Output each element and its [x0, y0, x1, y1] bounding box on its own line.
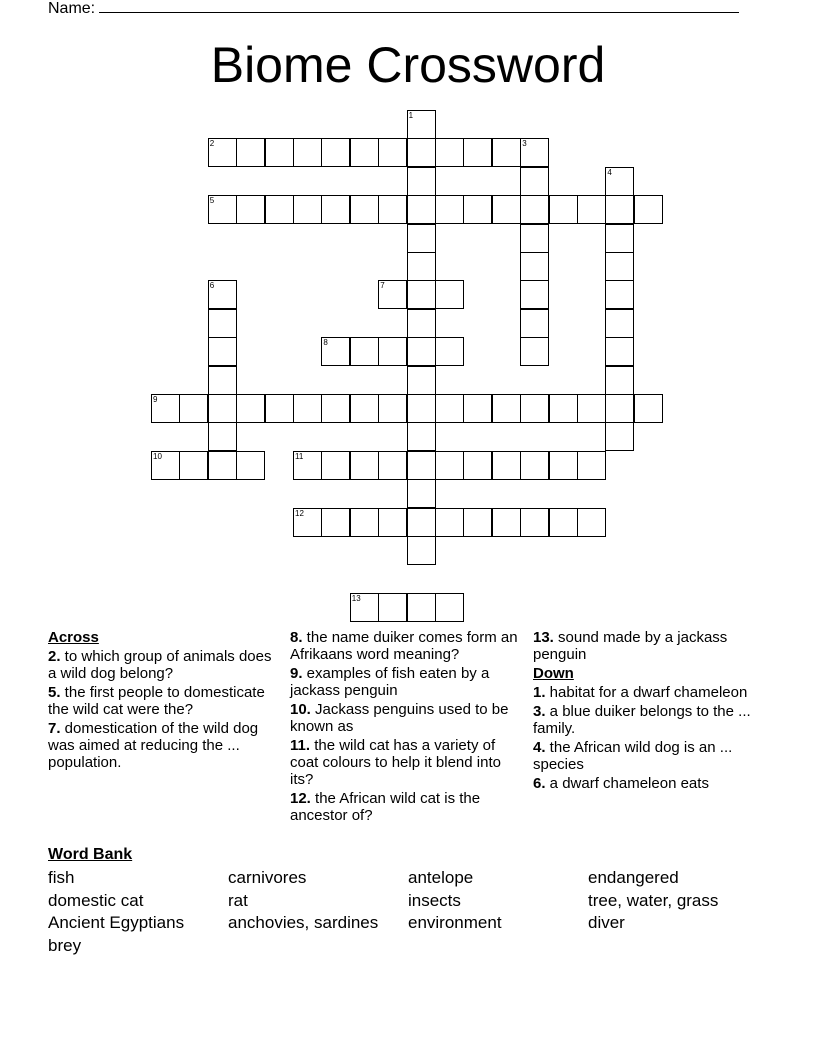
- grid-cell[interactable]: [407, 280, 436, 309]
- grid-cell[interactable]: [407, 138, 436, 167]
- grid-cell[interactable]: [520, 252, 549, 281]
- grid-cell[interactable]: [236, 138, 265, 167]
- grid-cell[interactable]: [378, 337, 407, 366]
- grid-cell[interactable]: [520, 195, 549, 224]
- grid-cell[interactable]: [208, 337, 237, 366]
- grid-cell[interactable]: [435, 195, 464, 224]
- grid-cell[interactable]: [321, 394, 350, 423]
- grid-cell[interactable]: [208, 422, 237, 451]
- clue-text: habitat for a dwarf chameleon: [545, 684, 748, 701]
- grid-cell[interactable]: [179, 451, 208, 480]
- grid-cell[interactable]: [435, 593, 464, 622]
- grid-cell[interactable]: [293, 451, 322, 480]
- grid-cell[interactable]: [520, 451, 549, 480]
- clue-text: the African wild cat is the ancestor of?: [290, 790, 481, 824]
- grid-cell[interactable]: [520, 508, 549, 537]
- grid-cell[interactable]: [492, 508, 521, 537]
- grid-cell[interactable]: [407, 479, 436, 508]
- clue-down-3: [533, 703, 768, 737]
- word-bank-item: rat: [228, 890, 248, 910]
- grid-cell[interactable]: [407, 224, 436, 253]
- clue-across-9: [290, 665, 525, 699]
- grid-cell[interactable]: [435, 394, 464, 423]
- clue-down-6: [533, 775, 768, 792]
- grid-cell[interactable]: [378, 195, 407, 224]
- grid-cell[interactable]: [605, 224, 634, 253]
- word-bank-heading: Word Bank: [48, 846, 133, 863]
- word-bank-item: brey: [48, 935, 82, 955]
- grid-cell[interactable]: [407, 110, 436, 139]
- grid-cell[interactable]: [463, 138, 492, 167]
- grid-cell[interactable]: [407, 167, 436, 196]
- word-bank-item: endangered: [588, 868, 679, 887]
- grid-cell[interactable]: [350, 337, 379, 366]
- down-heading: Down: [533, 665, 574, 682]
- grid-cell[interactable]: [605, 309, 634, 338]
- grid-cell[interactable]: [605, 337, 634, 366]
- across-heading: Across: [48, 629, 99, 646]
- clue-number: 8.: [290, 629, 303, 646]
- grid-cell[interactable]: [321, 195, 350, 224]
- clue-number: 10.: [290, 701, 311, 718]
- grid-cell[interactable]: [492, 138, 521, 167]
- page-title: Biome Crossword: [210, 37, 606, 93]
- grid-cell[interactable]: [577, 451, 606, 480]
- grid-cell[interactable]: [236, 451, 265, 480]
- grid-cell[interactable]: [208, 138, 237, 167]
- grid-cell[interactable]: [463, 508, 492, 537]
- grid-cell[interactable]: [492, 394, 521, 423]
- clue-number: 1: [408, 111, 414, 120]
- grid-cell[interactable]: [350, 508, 379, 537]
- grid-cell[interactable]: [520, 337, 549, 366]
- grid-cell[interactable]: [293, 138, 322, 167]
- grid-cell[interactable]: [321, 508, 350, 537]
- clue-text: a blue duiker belongs to the ... family.: [533, 703, 751, 737]
- grid-cell[interactable]: [605, 252, 634, 281]
- grid-cell[interactable]: [208, 280, 237, 309]
- grid-cell[interactable]: [407, 451, 436, 480]
- grid-cell[interactable]: [293, 508, 322, 537]
- clue-text: to which group of animals does a wild dog belong?: [48, 648, 272, 682]
- grid-cell[interactable]: [549, 195, 578, 224]
- grid-cell[interactable]: [605, 394, 634, 423]
- word-bank-item: fish: [48, 868, 75, 887]
- clue-number: 9: [153, 395, 158, 404]
- clue-number: 10: [153, 451, 162, 461]
- grid-cell[interactable]: [605, 366, 634, 395]
- grid-cell[interactable]: [435, 337, 464, 366]
- grid-cell[interactable]: [151, 394, 180, 423]
- clue-across-7: [48, 720, 283, 771]
- grid-cell[interactable]: [463, 394, 492, 423]
- grid-cell[interactable]: [265, 138, 294, 167]
- grid-cell[interactable]: [549, 508, 578, 537]
- clue-across-10: [290, 701, 525, 735]
- grid-cell[interactable]: [435, 508, 464, 537]
- grid-cell[interactable]: [378, 508, 407, 537]
- grid-cell[interactable]: [350, 394, 379, 423]
- grid-cell[interactable]: [520, 224, 549, 253]
- clue-number: 12.: [290, 790, 311, 807]
- grid-cell[interactable]: [435, 451, 464, 480]
- grid-cell[interactable]: [293, 195, 322, 224]
- word-bank-item: insects: [408, 890, 461, 910]
- grid-cell[interactable]: [407, 337, 436, 366]
- grid-cell[interactable]: [407, 309, 436, 338]
- clue-number: 7: [380, 281, 385, 291]
- clue-text: examples of fish eaten by a jackass penguin: [290, 665, 490, 699]
- name-label: Name:: [48, 0, 96, 17]
- grid-cell[interactable]: [435, 280, 464, 309]
- grid-cell[interactable]: [407, 195, 436, 224]
- clue-text: sound made by a jackass penguin: [533, 629, 728, 663]
- grid-cell[interactable]: [208, 309, 237, 338]
- word-bank-item: environment: [408, 913, 502, 932]
- clue-number: 6: [209, 281, 215, 291]
- grid-cell[interactable]: [520, 280, 549, 309]
- clue-number: 3: [522, 139, 527, 149]
- grid-cell[interactable]: [577, 195, 606, 224]
- grid-cell[interactable]: [293, 394, 322, 423]
- grid-cell[interactable]: [520, 167, 549, 196]
- grid-cell[interactable]: [492, 451, 521, 480]
- grid-cell[interactable]: [378, 451, 407, 480]
- clue-number: 5: [209, 196, 215, 206]
- clue-text: the name duiker comes form an Afrikaans word meaning?: [290, 629, 518, 663]
- grid-cell[interactable]: [208, 394, 237, 423]
- grid-cell[interactable]: [321, 451, 350, 480]
- clues-column-1: [48, 629, 283, 773]
- grid-cell[interactable]: [577, 394, 606, 423]
- grid-cell[interactable]: [492, 195, 521, 224]
- word-bank: [48, 868, 768, 958]
- grid-cell[interactable]: [236, 394, 265, 423]
- word-bank-item: anchovies, sardines: [228, 913, 379, 932]
- grid-cell[interactable]: [605, 422, 634, 451]
- clue-down-4: [533, 739, 768, 773]
- grid-cell[interactable]: [520, 309, 549, 338]
- clue-number: 9.: [290, 665, 303, 682]
- grid-cell[interactable]: [378, 280, 407, 309]
- grid-cell[interactable]: [549, 394, 578, 423]
- clues-column-2: [290, 629, 525, 826]
- word-bank-item: tree, water, grass: [588, 890, 719, 910]
- clue-number: 7.: [48, 720, 61, 737]
- grid-cell[interactable]: [321, 337, 350, 366]
- clues-column-3: [533, 629, 768, 794]
- clue-number: 11: [295, 451, 304, 461]
- grid-cell[interactable]: [208, 366, 237, 395]
- clue-across-12: [290, 790, 525, 824]
- clue-text: the wild cat has a variety of coat colours to help it blend into its?: [290, 737, 501, 788]
- grid-cell[interactable]: [265, 394, 294, 423]
- clue-down-1: [533, 684, 768, 701]
- grid-cell[interactable]: [407, 422, 436, 451]
- grid-cell[interactable]: [407, 508, 436, 537]
- grid-cell[interactable]: [435, 138, 464, 167]
- clue-number: 8: [323, 338, 328, 348]
- clue-across-11: [290, 737, 525, 788]
- clue-text: the first people to domesticate the wild cat were the?: [48, 684, 265, 718]
- grid-cell[interactable]: [605, 195, 634, 224]
- grid-cell[interactable]: [378, 394, 407, 423]
- clue-number: 1.: [533, 684, 546, 701]
- grid-cell[interactable]: [151, 451, 180, 480]
- grid-cell[interactable]: [265, 195, 294, 224]
- clue-across-8: [290, 629, 525, 663]
- grid-cell[interactable]: [520, 138, 549, 167]
- grid-cell[interactable]: [463, 451, 492, 480]
- grid-cell[interactable]: [605, 280, 634, 309]
- word-bank-item: carnivores: [228, 868, 307, 887]
- grid-cell[interactable]: [407, 394, 436, 423]
- clue-number: 4: [607, 167, 612, 177]
- grid-cell[interactable]: [236, 195, 265, 224]
- word-bank-item: domestic cat: [48, 890, 144, 910]
- grid-cell[interactable]: [577, 508, 606, 537]
- clue-text: domestication of the wild dog was aimed at reducing the ... population.: [48, 720, 259, 771]
- grid-cell[interactable]: [407, 366, 436, 395]
- clue-number: 5.: [48, 684, 61, 701]
- grid-cell[interactable]: [350, 451, 379, 480]
- grid-cell[interactable]: [350, 138, 379, 167]
- grid-cell[interactable]: [549, 451, 578, 480]
- grid-cell[interactable]: [350, 593, 379, 622]
- grid-cell[interactable]: [378, 138, 407, 167]
- grid-cell[interactable]: [350, 195, 379, 224]
- grid-cell[interactable]: [208, 451, 237, 480]
- grid-cell[interactable]: [321, 138, 350, 167]
- clue-number: 2: [209, 139, 215, 149]
- clue-number: 12: [295, 508, 304, 518]
- clue-text: a dwarf chameleon eats: [545, 775, 709, 792]
- clue-number: 13.: [533, 629, 554, 646]
- clue-number: 13: [351, 593, 361, 603]
- grid-cell[interactable]: [179, 394, 208, 423]
- clue-across-2: [48, 648, 283, 682]
- grid-cell[interactable]: [634, 195, 663, 224]
- grid-cell[interactable]: [407, 536, 436, 565]
- grid-cell[interactable]: [378, 593, 407, 622]
- clue-text: Jackass penguins used to be known as: [290, 701, 509, 735]
- grid-cell[interactable]: [634, 394, 663, 423]
- clue-text: the African wild dog is an ... species: [533, 739, 733, 773]
- clue-number: 6.: [533, 775, 546, 792]
- clue-across-13: [533, 629, 768, 663]
- word-bank-item: antelope: [408, 868, 474, 887]
- clue-number: 4.: [533, 739, 546, 756]
- word-bank-item: diver: [588, 913, 625, 932]
- clue-across-5: [48, 684, 283, 718]
- grid-cell[interactable]: [605, 167, 634, 196]
- clue-number: 3.: [533, 703, 546, 720]
- grid-cell[interactable]: [463, 195, 492, 224]
- grid-cell[interactable]: [520, 394, 549, 423]
- clue-number: 11.: [290, 737, 311, 754]
- grid-cell[interactable]: [407, 593, 436, 622]
- grid-cell[interactable]: [208, 195, 237, 224]
- clue-number: 2.: [48, 648, 61, 665]
- grid-cell[interactable]: [407, 252, 436, 281]
- word-bank-item: Ancient Egyptians: [48, 913, 185, 932]
